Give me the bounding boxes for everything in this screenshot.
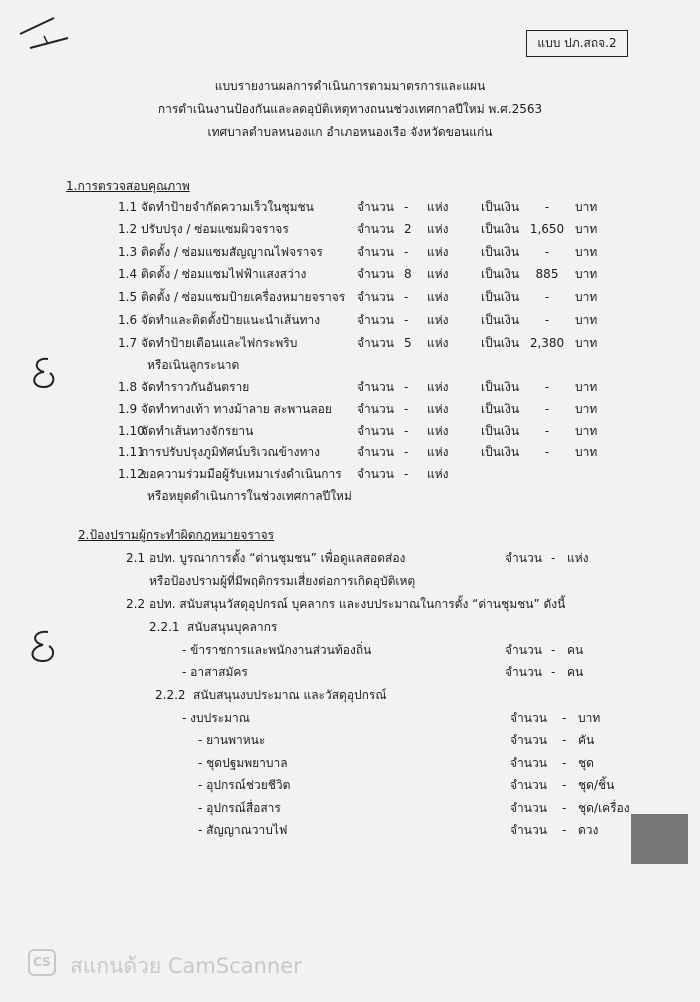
money-label: เป็นเงิน	[481, 402, 520, 416]
amount-value: -	[544, 402, 550, 416]
qty-label: จำนวน	[357, 313, 394, 327]
item-label: จัดทำและติดตั้งป้ายแนะนำเส้นทาง	[141, 313, 321, 327]
money-label: เป็นเงิน	[481, 290, 520, 304]
amount-value: -	[544, 424, 550, 438]
item-number: 1.4	[118, 267, 138, 281]
qty-label: จำนวน	[505, 665, 542, 679]
redacted-stamp	[631, 814, 688, 864]
item-label: ติดตั้ง / ซ่อมแซมไฟฟ้าแสงสว่าง	[141, 267, 307, 281]
money-label: เป็นเงิน	[481, 424, 520, 438]
form-code-box: แบบ ปภ.สถจ.2	[526, 30, 628, 57]
amount-value: -	[544, 200, 550, 214]
qty-label: จำนวน	[510, 823, 547, 837]
money-label: เป็นเงิน	[481, 380, 520, 394]
handwritten-mark	[16, 14, 74, 54]
currency: บาท	[575, 380, 598, 394]
item-label: ขอความร่วมมือผู้รับเหมาเร่งดำเนินการ	[141, 467, 342, 481]
unit: ดวง	[578, 823, 599, 837]
item-label: จัดทำป้ายเตือนและไฟกระพริบ	[141, 336, 298, 350]
currency: บาท	[575, 313, 598, 327]
item-label: อปท. สนับสนุนวัสดุอุปกรณ์ บุคลากร และงบประมาณในการตั้ง “ด่านชุมชน” ดังนี้	[149, 597, 566, 611]
camscanner-logo: CS	[28, 949, 56, 976]
amount-value: -	[544, 445, 550, 459]
amount-value: 1,650	[529, 222, 565, 236]
item-label: สนับสนุนบุคลากร	[187, 620, 278, 634]
unit: คน	[567, 665, 584, 679]
unit: แห่ง	[567, 551, 589, 565]
qty-label: จำนวน	[357, 424, 394, 438]
unit: แห่ง	[427, 313, 449, 327]
unit: แห่ง	[427, 402, 449, 416]
item-label: การปรับปรุงภูมิทัศน์บริเวณข้างทาง	[141, 445, 320, 459]
qty-value: 8	[404, 267, 412, 281]
unit: บาท	[578, 711, 601, 725]
unit: คัน	[578, 733, 595, 747]
header-line-2: การดำเนินงานป้องกันและลดอุบัติเหตุทางถนนช่วงเทศกาลปีใหม่ พ.ศ.2563	[157, 102, 543, 116]
item-label: จัดทำราวกันอันตราย	[141, 380, 250, 394]
unit: ชุด	[578, 756, 594, 770]
item-number: 1.7	[118, 336, 138, 350]
unit: แห่ง	[427, 424, 449, 438]
qty-value: -	[562, 801, 567, 815]
currency: บาท	[575, 267, 598, 281]
item-label: จัดทำเส้นทางจักรยาน	[141, 424, 254, 438]
currency: บาท	[575, 424, 598, 438]
item-number: 2.2.2	[155, 688, 186, 702]
qty-value: -	[404, 402, 409, 416]
unit: แห่ง	[427, 290, 449, 304]
qty-value: -	[562, 711, 567, 725]
currency: บาท	[575, 402, 598, 416]
amount-value: 885	[535, 267, 559, 281]
qty-value: -	[562, 823, 567, 837]
item-label: - ชุดปฐมพยาบาล	[198, 756, 288, 770]
qty-label: จำนวน	[357, 402, 394, 416]
qty-label: จำนวน	[510, 778, 547, 792]
qty-label: จำนวน	[510, 756, 547, 770]
qty-value: -	[404, 200, 409, 214]
qty-label: จำนวน	[357, 290, 394, 304]
item-number: 1.11	[118, 445, 145, 459]
qty-label: จำนวน	[357, 445, 394, 459]
item-number: 1.5	[118, 290, 138, 304]
item-label: - ข้าราชการและพนักงานส่วนท้องถิ่น	[182, 643, 372, 657]
unit: แห่ง	[427, 267, 449, 281]
qty-label: จำนวน	[357, 336, 394, 350]
currency: บาท	[575, 200, 598, 214]
qty-value: -	[404, 467, 409, 481]
money-label: เป็นเงิน	[481, 200, 520, 214]
handwritten-mark	[28, 355, 58, 391]
item-number: 1.6	[118, 313, 138, 327]
money-label: เป็นเงิน	[481, 313, 520, 327]
item-label: จัดทำป้ายจำกัดความเร็วในชุมชน	[141, 200, 314, 214]
qty-value: -	[404, 445, 409, 459]
item-label-continued: หรือเนินลูกระนาด	[147, 358, 240, 372]
qty-label: จำนวน	[357, 467, 394, 481]
item-number: 2.2	[126, 597, 146, 611]
item-label: - งบประมาณ	[182, 711, 250, 725]
qty-value: -	[562, 778, 567, 792]
handwritten-mark	[26, 628, 58, 666]
qty-label: จำนวน	[357, 267, 394, 281]
qty-label: จำนวน	[357, 380, 394, 394]
item-label-continued: หรือป้องปรามผู้ที่มีพฤติกรรมเสี่ยงต่อการเกิดอุบัติเหตุ	[149, 574, 416, 588]
item-label: อปท. บูรณาการตั้ง “ด่านชุมชน” เพื่อดูแลสอดส่อง	[149, 551, 406, 565]
item-number: 1.10	[118, 424, 145, 438]
section2-title: 2.ป้องปรามผู้กระทำผิดกฎหมายจราจร	[78, 528, 275, 542]
qty-label: จำนวน	[357, 222, 394, 236]
item-label: - ยานพาหนะ	[198, 733, 266, 747]
section1-title: 1.การตรวจสอบคุณภาพ	[66, 179, 190, 193]
watermark-text: สแกนด้วย CamScanner	[70, 954, 302, 978]
qty-label: จำนวน	[510, 733, 547, 747]
currency: บาท	[575, 222, 598, 236]
unit: คน	[567, 643, 584, 657]
qty-label: จำนวน	[357, 245, 394, 259]
unit: แห่ง	[427, 245, 449, 259]
item-number: 2.1	[126, 551, 146, 565]
unit: ชุด/ชิ้น	[578, 778, 615, 792]
qty-label: จำนวน	[505, 551, 542, 565]
item-number: 1.8	[118, 380, 138, 394]
money-label: เป็นเงิน	[481, 336, 520, 350]
qty-value: -	[551, 665, 556, 679]
item-label-continued: หรือหยุดดำเนินการในช่วงเทศกาลปีใหม่	[147, 489, 352, 503]
currency: บาท	[575, 290, 598, 304]
item-label: จัดทำทางเท้า ทางม้าลาย สะพานลอย	[141, 402, 332, 416]
qty-value: -	[404, 245, 409, 259]
money-label: เป็นเงิน	[481, 245, 520, 259]
amount-value: -	[544, 313, 550, 327]
currency: บาท	[575, 445, 598, 459]
qty-label: จำนวน	[510, 801, 547, 815]
unit: แห่ง	[427, 200, 449, 214]
amount-value: -	[544, 245, 550, 259]
item-label: ปรับปรุง / ซ่อมแซมผิวจราจร	[141, 222, 289, 236]
item-number: 1.2	[118, 222, 138, 236]
qty-value: -	[404, 424, 409, 438]
unit: แห่ง	[427, 380, 449, 394]
item-label: ติดตั้ง / ซ่อมแซมสัญญาณไฟจราจร	[141, 245, 323, 259]
money-label: เป็นเงิน	[481, 267, 520, 281]
item-label: ติดตั้ง / ซ่อมแซมป้ายเครื่องหมายจราจร	[141, 290, 346, 304]
qty-value: -	[562, 733, 567, 747]
amount-value: -	[544, 290, 550, 304]
item-label: - สัญญาณวาบไฟ	[198, 823, 288, 837]
qty-label: จำนวน	[357, 200, 394, 214]
item-label: สนับสนุนงบประมาณ และวัสดุอุปกรณ์	[193, 688, 387, 702]
qty-value: 2	[404, 222, 412, 236]
qty-value: -	[404, 380, 409, 394]
unit: แห่ง	[427, 336, 449, 350]
header-line-1: แบบรายงานผลการดำเนินการตามมาตรการและแผน	[214, 79, 486, 93]
amount-value: -	[544, 380, 550, 394]
qty-label: จำนวน	[510, 711, 547, 725]
qty-value: -	[551, 643, 556, 657]
qty-value: 5	[404, 336, 412, 350]
qty-label: จำนวน	[505, 643, 542, 657]
amount-value: 2,380	[529, 336, 565, 350]
item-number: 1.1	[118, 200, 138, 214]
unit: ชุด/เครื่อง	[578, 801, 630, 815]
item-label: - อุปกรณ์สื่อสาร	[198, 801, 281, 815]
item-number: 1.3	[118, 245, 138, 259]
currency: บาท	[575, 336, 598, 350]
money-label: เป็นเงิน	[481, 222, 520, 236]
qty-value: -	[404, 313, 409, 327]
item-label: - อุปกรณ์ช่วยชีวิต	[198, 778, 291, 792]
qty-value: -	[551, 551, 556, 565]
item-label: - อาสาสมัคร	[182, 665, 248, 679]
unit: แห่ง	[427, 467, 449, 481]
currency: บาท	[575, 245, 598, 259]
item-number: 2.2.1	[149, 620, 180, 634]
item-number: 1.9	[118, 402, 138, 416]
money-label: เป็นเงิน	[481, 445, 520, 459]
qty-value: -	[404, 290, 409, 304]
qty-value: -	[562, 756, 567, 770]
unit: แห่ง	[427, 222, 449, 236]
header-line-3: เทศบาลตำบลหนองแก อำเภอหนองเรือ จังหวัดขอนแก่น	[207, 125, 493, 139]
unit: แห่ง	[427, 445, 449, 459]
item-number: 1.12	[118, 467, 145, 481]
